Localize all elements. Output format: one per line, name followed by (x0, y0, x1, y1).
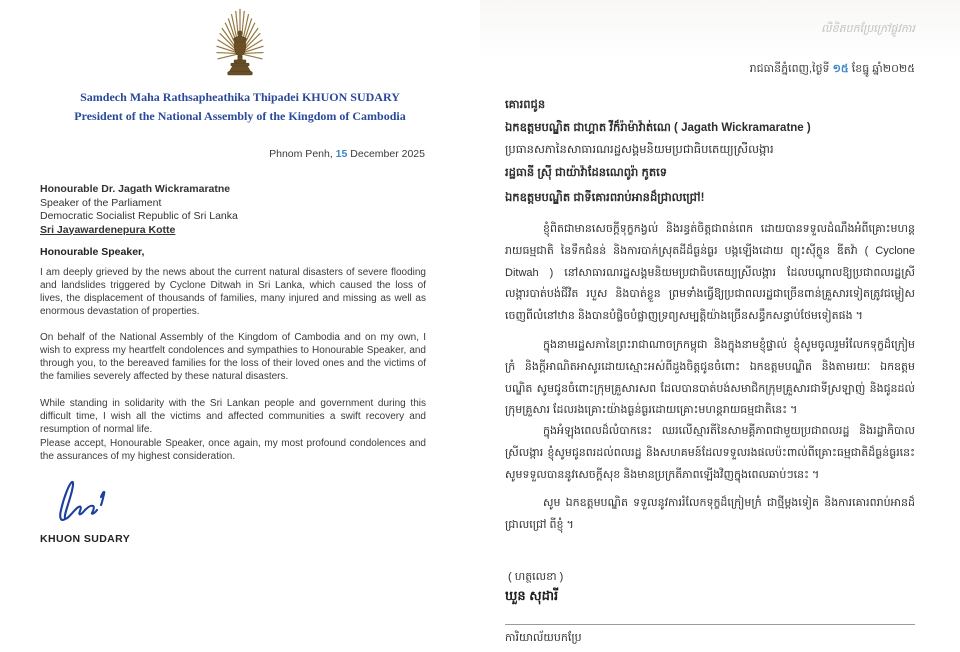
date-line-khmer (505, 62, 915, 78)
letter-page-khmer (480, 0, 960, 652)
recipient-role: Speaker of the Parliament (40, 196, 162, 209)
recipient-country: Democratic Socialist Republic of Sri Lanka (40, 210, 238, 222)
recipient-city-khmer: រដ្ឋធានី ស្រ៊ី ជាយ៉ាវ៉ាដែនណេពូរ៉ា កូតទេ (505, 166, 668, 179)
signature-name-khmer: ឃួន សុដារី (505, 588, 559, 603)
paragraph-english-3: While standing in solidarity with the Sri Lankan people and government during this difficult time, I wish all the victims and affected communities a swift recovery and resumption of normal life. (40, 398, 426, 435)
unofficial-translation-watermark: លិខិតបកប្រែក្រៅផ្លូវការ (821, 23, 915, 35)
paragraph-khmer-1: ខ្ញុំពិតជាមានសេចក្ដីទុក្ខកង្វល់ និងរន្ធត់ចិត្តជាពន់ពេក ដោយបានទទួលដំណឹងអំពីគ្រោះមហន្តរាយធម្មជាតិ នៃទឹកជំនន់ និងការបាក់ស្រុតដីដ៏ធ្ងន់ធ្ងរ បង្កឡើងដោយ ព្យុះស៊ីក្លូន ឌីតវ៉ា ( Cyclone Ditwah ) នៅសាធារណរដ្ឋសង្គមនិយមប្រជាធិបតេយ្យស្រីលង្ការ ដែលបណ្ដាលឱ្យប្រជាពលរដ្ឋស្រីលង្ការបាត់បង់ជីវិត របួស និងបាត់ខ្លួន ព្រមទាំងធ្វើឱ្យប្រជាពលរដ្ឋជាច្រើនពាន់គ្រួសារទៀតត្រូវជម្លៀសចេញពីលំនៅឋាន និងបានបំផ្លិចបំផ្លាញទ្រព្យសម្បត្តិយ៉ាងច្រើនសន្ធឹកសន្ធាប់ថែមទៀតផង ។ (505, 223, 915, 323)
sender-title-block (20, 88, 460, 126)
signature-name-english: KHUON SUDARY (40, 533, 131, 545)
national-assembly-emblem (0, 6, 480, 87)
signature-icon (52, 477, 114, 525)
signature-note-khmer: ( ហត្ថលេខា ) (508, 571, 564, 583)
date-line-english (40, 148, 425, 160)
paragraph-english-2: On behalf of the National Assembly of the Kingdom of Cambodia and on my own, I wish to express my heartfelt condolences and sympathies to Honourable Speaker, and through you, to the bereaved families for the loss of their loved ones and the victims of the families severely affected by these natural disasters. (40, 332, 426, 382)
date-place: Phnom Penh, (269, 148, 336, 160)
recipient-city: Sri Jayawardenepura Kotte (40, 223, 176, 236)
signature-handwriting (52, 477, 114, 530)
salutation-english: Honourable Speaker, (40, 246, 145, 258)
paragraph-khmer-2: ក្នុងនាមរដ្ឋសភានៃព្រះរាជាណាចក្រកម្ពុជា និងក្នុងនាមខ្ញុំផ្ទាល់ ខ្ញុំសូមចូលរួមរំលែកទុក្ខដ៏ក្រៀមក្រំ និងក្ដីអាណិតអាសូរដោយស្មោះអស់ពីដួងចិត្តជូនចំពោះ ឯកឧត្តមបណ្ឌិត និងតាមរយៈ ឯកឧត្តមបណ្ឌិត សូមជូនចំពោះក្រុមគ្រួសារសព ដែលបានបាត់បង់សមាជិកក្រុមគ្រួសារជាទីស្រឡាញ់ និងជូនដល់ក្រុមគ្រួសារ ដែលរងគ្រោះយ៉ាងធ្ងន់ធ្ងរដោយគ្រោះមហន្តរាយធម្មជាតិនេះ ។ (505, 339, 915, 417)
date-place-khmer: រាជធានីភ្នំពេញ,ថ្ងៃទី (749, 63, 833, 75)
date-month-year: December 2025 (347, 148, 425, 160)
date-day: 15 (335, 148, 348, 160)
emblem-icon (208, 6, 272, 82)
sender-name: Samdech Maha Rathsapheathika Thipadei KHUON SUDARY (80, 90, 400, 104)
recipient-name: Honourable Dr. Jagath Wickramaratne (40, 183, 231, 195)
translation-office-footer: ការិយាល័យបកប្រែ (505, 632, 582, 644)
recipient-block-english (40, 183, 425, 237)
paragraph-english-4: Please accept, Honourable Speaker, once again, my most profound condolences and the assurances of my highest consideration. (40, 438, 426, 462)
footer-divider (505, 624, 915, 625)
sender-role: President of the National Assembly of the Kingdom of Cambodia (74, 109, 406, 123)
salutation-label-khmer: គោរពជូន (505, 99, 546, 111)
paragraph-khmer-4: សូម ឯកឧត្តមបណ្ឌិត ទទួលនូវការរំលែកទុក្ខដ៏ក្រៀមក្រំ ជាថ្មីម្ដងទៀត និងការគោរពរាប់អានដ៏ជ្រាលជ្រៅ ពីខ្ញុំ ។ (505, 497, 915, 531)
recipient-name-khmer: ឯកឧត្តមបណ្ឌិត ជាហ្គាត វីក៏រ៉ាម៉ាវ៉ាត់ណេ ( Jagath Wickramaratne ) (505, 121, 811, 134)
greeting-khmer: ឯកឧត្តមបណ្ឌិត ជាទីគោរពរាប់អានដ៏ជ្រាលជ្រៅ! (505, 192, 705, 204)
date-day-khmer: ១៥ (832, 63, 849, 75)
paragraph-english-1: I am deeply grieved by the news about the current natural disasters of severe flooding and landslides triggered by Cyclone Ditwah in Sri Lanka, which caused the loss of lives, the displacement of thousands of families, many injured and missing as well as enormous devastation of properties. (40, 267, 426, 317)
recipient-block-khmer (505, 94, 925, 184)
recipient-role-khmer: ប្រធានសភានៃសាធារណរដ្ឋសង្គមនិយមប្រជាធិបតេយ្យស្រីលង្ការ (505, 144, 774, 156)
date-month-year-khmer: ខែធ្នូ ឆ្នាំ២០២៥ (848, 63, 915, 75)
paragraph-khmer-3: ក្នុងអំឡុងពេលដ៏លំបាកនេះ ឈរលើស្មារតីនៃសាមគ្គីភាពជាមួយប្រជាពលរដ្ឋ និងរដ្ឋាភិបាលស្រីលង្ការ ខ្ញុំសូមជូនពរដល់ពលរដ្ឋ និងសហគមន៍ដែលទទួលរងផលប៉ះពាល់ពីគ្រោះធម្មជាតិដ៏ធ្ងន់ធ្ងរនេះ សូមទទួលបាននូវសេចក្ដីសុខ និងមានប្រក្រតីភាពឡើងវិញក្នុងពេលឆាប់ៗនេះ ។ (505, 425, 915, 481)
